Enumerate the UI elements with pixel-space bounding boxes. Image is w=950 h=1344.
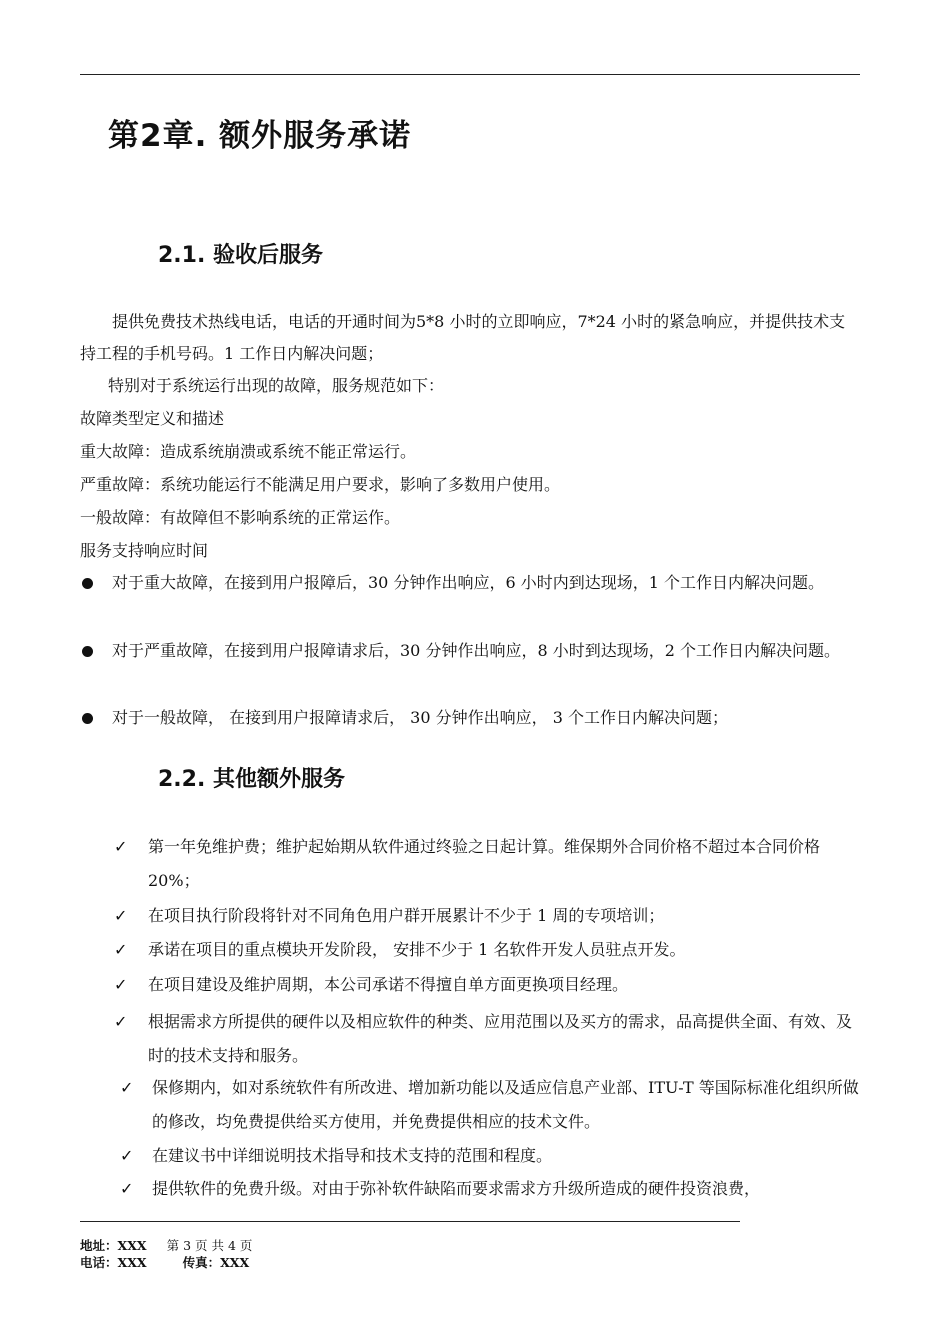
list-item <box>114 1005 854 1073</box>
fault-severe-definition: 严重故障：系统功能运行不能满足用户要求，影响了多数用户使用。 <box>80 475 561 494</box>
footer-address: 地址：XXX <box>80 1238 147 1253</box>
list-item <box>114 968 854 1002</box>
list-item-text: 在项目执行阶段将针对不同角色用户群开展累计不少于 1 周的专项培训； <box>148 906 665 925</box>
checkmark-icon: ✓ <box>114 1012 128 1031</box>
list-item <box>120 1071 860 1139</box>
checkmark-icon: ✓ <box>120 1078 134 1097</box>
footer-phone: 电话：XXX <box>80 1255 147 1270</box>
list-item <box>120 1172 880 1206</box>
bullet-dot-icon <box>82 646 93 657</box>
list-item-text: 对于重大故障，在接到用户报障后，30 分钟作出响应，6 小时内到达现场，1 个工作日内解决问题。 <box>112 573 824 592</box>
checkmark-icon: ✓ <box>114 906 128 925</box>
footer-page-info: 第 3 页 共 4 页 <box>166 1238 253 1253</box>
list-item-text: 在建议书中详细说明技术指导和技术支持的范围和程度。 <box>152 1146 553 1165</box>
fault-major-definition: 重大故障：造成系统崩溃或系统不能正常运行。 <box>80 442 417 461</box>
footer-line-1 <box>80 1237 252 1254</box>
checkmark-icon: ✓ <box>120 1179 134 1198</box>
list-item-text: 第一年免维护费；维护起始期从软件通过终验之日起计算。维保期外合同价格不超过本合同价格 20%； <box>148 837 821 890</box>
list-item <box>80 701 860 735</box>
list-item-text: 根据需求方所提供的硬件以及相应软件的种类、应用范围以及买方的需求，品高提供全面、有效、及时的技术支持和服务。 <box>148 1012 853 1065</box>
footer-line-2 <box>80 1254 249 1271</box>
section-title-2-2: 2.2. 其他额外服务 <box>158 767 345 792</box>
list-item <box>114 899 854 933</box>
footer-rule <box>80 1221 740 1222</box>
checkmark-icon: ✓ <box>114 940 128 959</box>
list-item-text: 在项目建设及维护周期，本公司承诺不得擅自单方面更换项目经理。 <box>148 975 629 994</box>
list-item-text: 承诺在项目的重点模块开发阶段， 安排不少于 1 名软件开发人员驻点开发。 <box>148 940 686 959</box>
checkmark-icon: ✓ <box>114 837 128 856</box>
bullet-dot-icon <box>82 578 93 589</box>
list-item <box>114 830 854 898</box>
list-item-text: 对于严重故障，在接到用户报障请求后，30 分钟作出响应，8 小时到达现场，2 个工作日内解决问题。 <box>112 641 840 660</box>
checkmark-icon: ✓ <box>120 1146 134 1165</box>
response-time-heading: 服务支持响应时间 <box>80 541 209 560</box>
list-item-text: 保修期内，如对系统软件有所改进、增加新功能以及适应信息产业部、ITU-T 等国际标准化组织所做的修改，均免费提供给买方使用，并免费提供相应的技术文件。 <box>152 1078 859 1131</box>
list-item-text: 提供软件的免费升级。对由于弥补软件缺陷而要求需求方升级所造成的硬件投资浪费， <box>152 1179 761 1198</box>
footer-fax: 传真：XXX <box>182 1255 250 1270</box>
header-rule <box>80 74 860 75</box>
checkmark-icon: ✓ <box>114 975 128 994</box>
list-item <box>114 933 854 967</box>
list-item-text: 对于一般故障， 在接到用户报障请求后， 30 分钟作出响应， 3 个工作日内解决问题； <box>112 708 728 727</box>
section-title-2-1: 2.1. 验收后服务 <box>158 243 323 268</box>
fault-spec-intro: 特别对于系统运行出现的故障，服务规范如下： <box>108 376 445 395</box>
fault-general-definition: 一般故障：有故障但不影响系统的正常运作。 <box>80 508 401 527</box>
chapter-title: 第2章. 额外服务承诺 <box>108 118 412 154</box>
fault-types-heading: 故障类型定义和描述 <box>80 409 225 428</box>
list-item <box>80 634 860 668</box>
bullet-dot-icon <box>82 713 93 724</box>
list-item <box>120 1139 860 1173</box>
list-item <box>80 566 860 600</box>
service-hotline-paragraph: 提供免费技术热线电话，电话的开通时间为5*8 小时的立即响应，7*24 小时的紧急响应，并提供技术支持工程的手机号码。1 工作日内解决问题； <box>80 312 846 363</box>
